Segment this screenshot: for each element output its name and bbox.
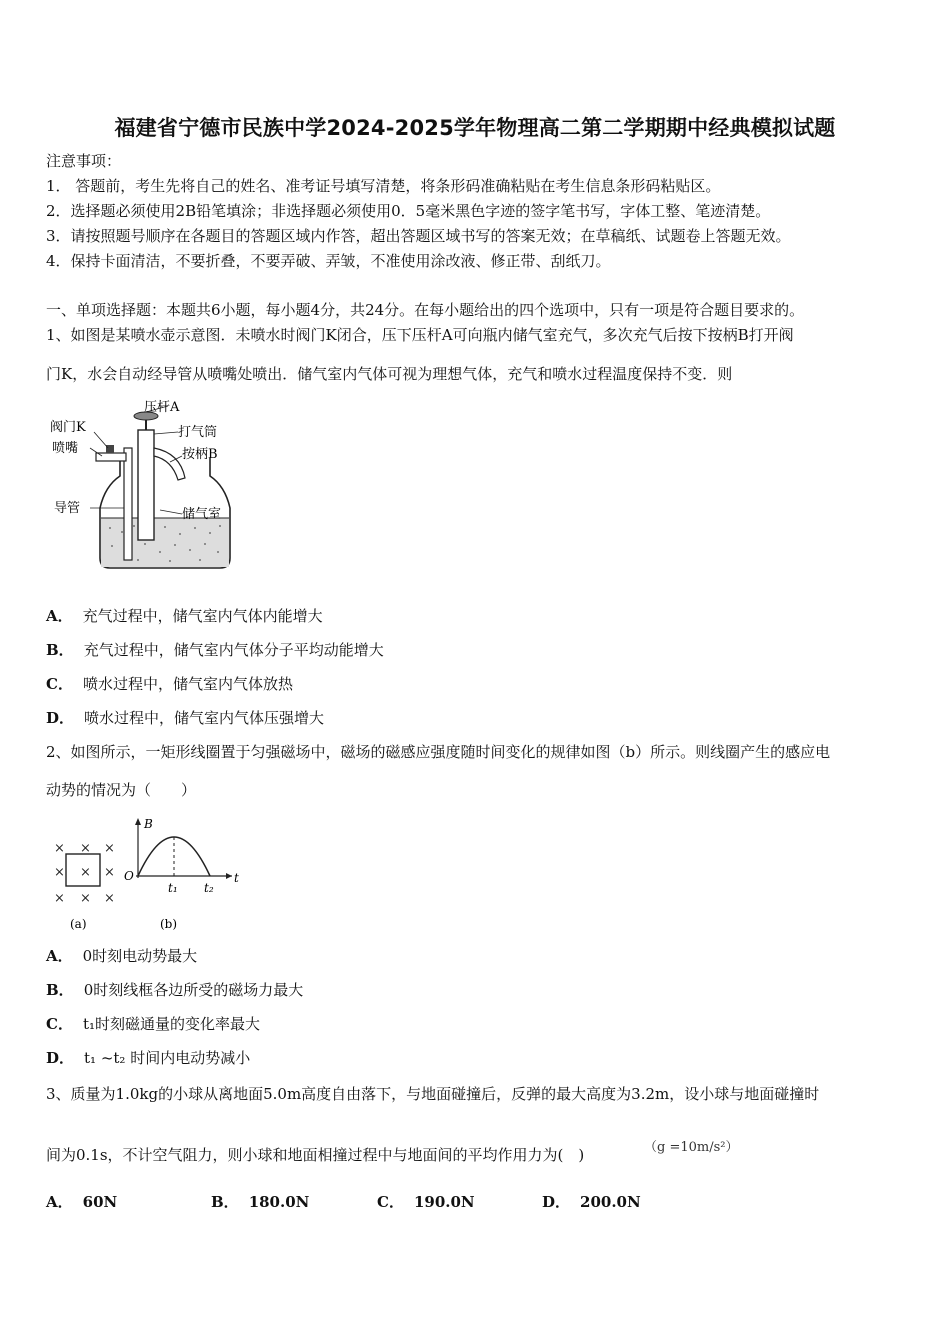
option-row xyxy=(46,708,324,728)
option-label: B． xyxy=(46,981,74,999)
question-1-line1: 1、如图是某喷水壶示意图．未喷水时阀门K闭合，压下压杆A可向瓶内储气室充气，多次充气后按下按柄B打开阀 xyxy=(46,326,794,344)
option-row xyxy=(46,606,323,626)
option-row xyxy=(46,946,197,966)
label-anbing: 按柄B xyxy=(182,447,218,462)
caption-a: (a) xyxy=(70,917,87,931)
option-label: C． xyxy=(377,1193,404,1211)
question-1-line2: 门K，水会自动经导管从喷嘴处喷出．储气室内气体可视为理想气体，充气和喷水过程温度保持不变．则 xyxy=(46,365,733,383)
caption-b: (b) xyxy=(160,917,178,931)
option-row xyxy=(46,980,303,1000)
option-text: 0时刻电动势最大 xyxy=(82,947,198,965)
cross-mark: × xyxy=(54,841,65,856)
cross-mark: × xyxy=(54,865,65,880)
gravity-note: （g =10m/s²） xyxy=(644,1140,739,1155)
label-chuqishi: 储气室 xyxy=(182,507,222,522)
cross-mark: × xyxy=(104,841,115,856)
magnetic-field-figure xyxy=(50,816,245,936)
option-row xyxy=(46,1192,117,1212)
option-label: B． xyxy=(46,641,74,659)
option-label: A． xyxy=(46,947,73,965)
option-text: 充气过程中，储气室内气体分子平均动能增大 xyxy=(83,641,384,659)
option-text: 喷水过程中，储气室内气体放热 xyxy=(82,675,293,693)
option-text: t₁时刻磁通量的变化率最大 xyxy=(82,1015,260,1033)
option-text: 0时刻线框各边所受的磁场力最大 xyxy=(83,981,304,999)
option-row xyxy=(46,1048,250,1068)
option-label: D． xyxy=(542,1193,571,1211)
notice-item: 4．保持卡面清洁，不要折叠，不要弄破、弄皱，不准使用涂改液、修正带、刮纸刀。 xyxy=(46,252,611,270)
label-penzui: 喷嘴 xyxy=(52,441,79,456)
question-3-line2: 间为0.1s，不计空气阻力，则小球和地面相撞过程中与地面间的平均作用力为( ) xyxy=(46,1146,585,1164)
notice-item: 2．选择题必须使用2B铅笔填涂；非选择题必须使用0．5毫米黑色字迹的签字笔书写，字体工整、笔迹清楚。 xyxy=(46,202,771,220)
t1-label: t₁ xyxy=(168,881,178,895)
option-text: 200.0N xyxy=(580,1193,641,1211)
option-label: B． xyxy=(211,1193,239,1211)
label-daoguan: 导管 xyxy=(54,501,81,516)
option-row xyxy=(46,674,293,694)
option-label: C． xyxy=(46,675,73,693)
option-label: D． xyxy=(46,709,75,727)
notice-heading: 注意事项： xyxy=(46,152,122,170)
axis-b-label: B xyxy=(144,817,153,831)
question-2-line1: 2、如图所示，一矩形线圈置于匀强磁场中，磁场的磁感应强度随时间变化的规律如图（b）所示。则线圈产生的感应电 xyxy=(46,743,831,761)
cross-mark: × xyxy=(54,891,65,906)
option-text: 60N xyxy=(82,1193,118,1211)
option-row xyxy=(46,640,384,660)
option-label: D． xyxy=(46,1049,75,1067)
question-2-line2: 动势的情况为（ ） xyxy=(46,781,197,799)
cross-mark: × xyxy=(104,891,115,906)
option-text: 喷水过程中，储气室内气体压强增大 xyxy=(84,709,325,727)
option-row xyxy=(542,1192,641,1212)
t2-label: t₂ xyxy=(204,881,214,895)
cross-mark: × xyxy=(80,841,91,856)
option-text: t₁ ~t₂ 时间内电动势减小 xyxy=(84,1049,251,1067)
option-label: A． xyxy=(46,1193,73,1211)
label-daqitong: 打气筒 xyxy=(178,425,218,440)
spray-bottle-figure xyxy=(50,398,240,576)
cross-mark: × xyxy=(80,865,91,880)
option-row xyxy=(211,1192,309,1212)
option-label: C． xyxy=(46,1015,73,1033)
notice-item: 1． 答题前，考生先将自己的姓名、准考证号填写清楚，将条形码准确粘贴在考生信息条形码粘贴区。 xyxy=(46,177,721,195)
origin-label: O xyxy=(124,869,134,883)
option-row xyxy=(377,1192,475,1212)
option-row xyxy=(46,1014,260,1034)
section-heading: 一、单项选择题：本题共6小题，每小题4分，共24分。在每小题给出的四个选项中，只有一项是符合题目要求的。 xyxy=(46,301,805,319)
question-3-line1: 3、质量为1.0kg的小球从离地面5.0m高度自由落下，与地面碰撞后，反弹的最大高度为3.2m，设小球与地面碰撞时 xyxy=(46,1085,820,1103)
notice-item: 3．请按照题号顺序在各题目的答题区域内作答，超出答题区域书写的答案无效；在草稿纸、试题卷上答题无效。 xyxy=(46,227,791,245)
label-famen: 阀门K xyxy=(50,420,86,435)
axis-t-label: t xyxy=(234,871,239,885)
option-text: 180.0N xyxy=(248,1193,310,1211)
page-title: 福建省宁德市民族中学2024-2025学年物理高二第二学期期中经典模拟试题 xyxy=(114,116,836,140)
option-label: A． xyxy=(46,607,73,625)
label-yagan: 压杆A xyxy=(144,400,180,415)
option-text: 190.0N xyxy=(413,1193,475,1211)
cross-mark: × xyxy=(104,865,115,880)
cross-mark: × xyxy=(80,891,91,906)
option-text: 充气过程中，储气室内气体内能增大 xyxy=(82,607,323,625)
